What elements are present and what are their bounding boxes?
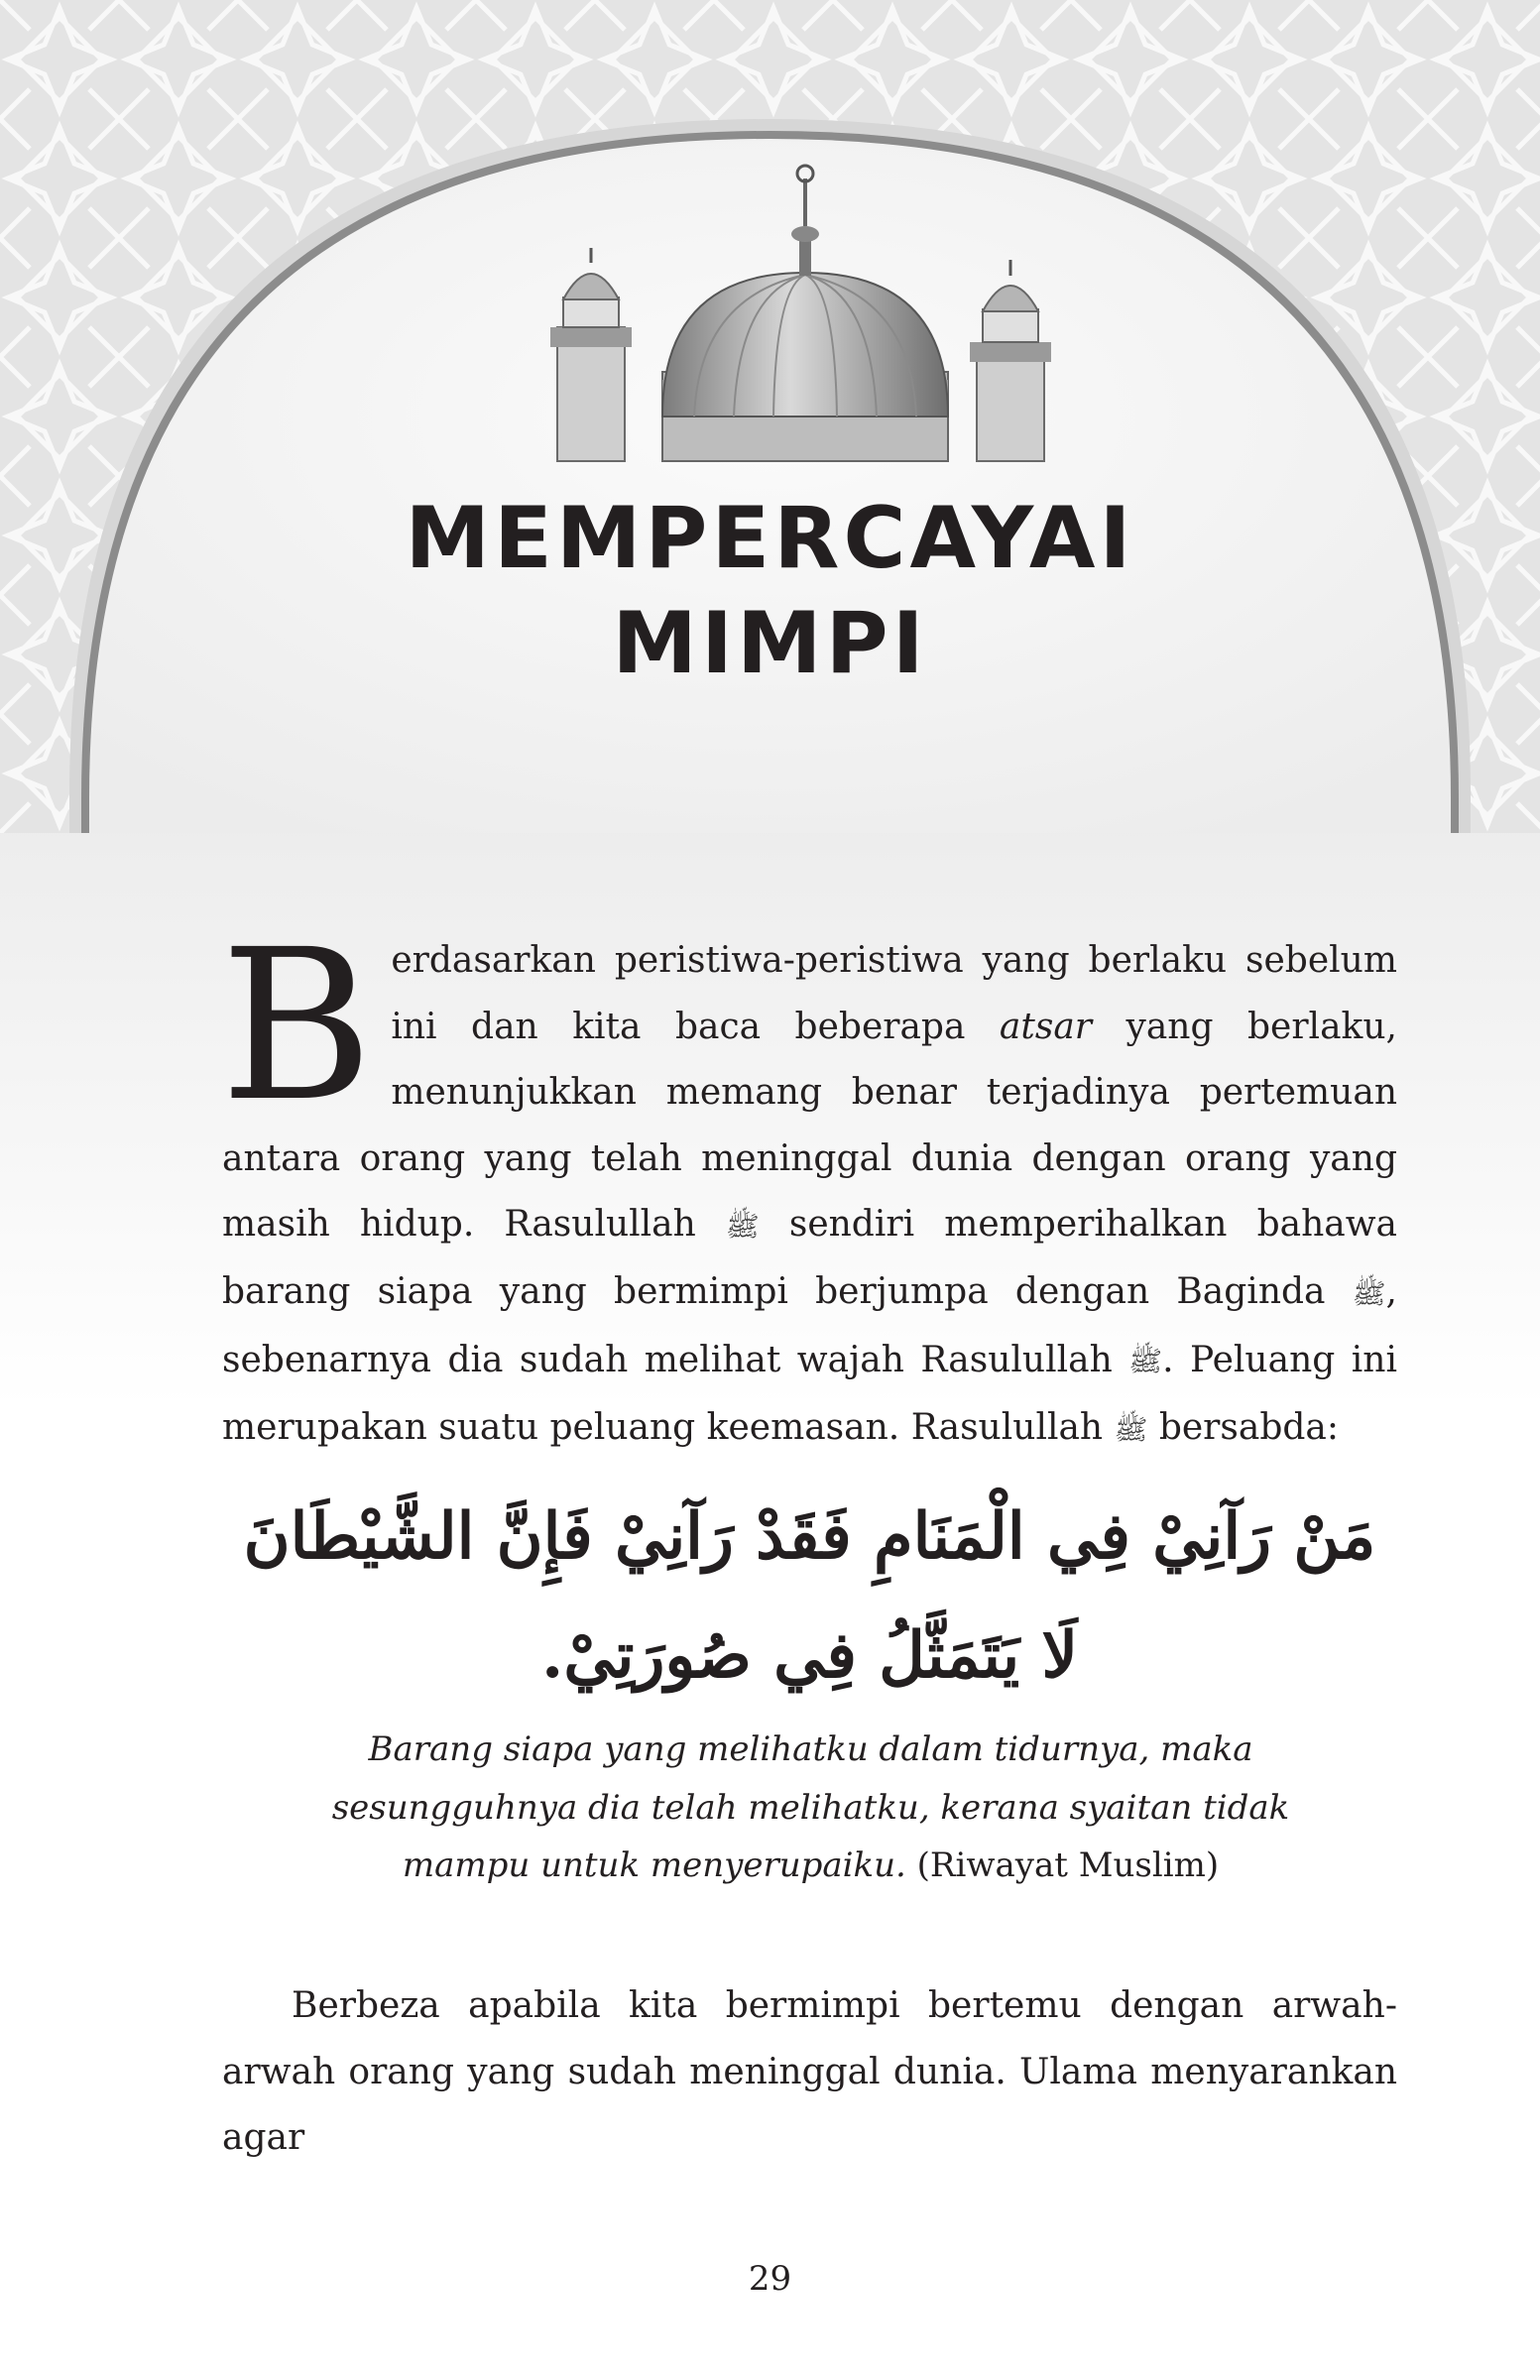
drop-cap: B xyxy=(220,904,374,1147)
header-illustration xyxy=(0,0,1540,833)
paragraph-text: . Peluang ini merupakan suatu peluang keemasan. Rasulullah xyxy=(222,1339,1397,1448)
salawat-icon: ﷺ xyxy=(725,1209,760,1243)
salawat-icon: ﷺ xyxy=(1114,1412,1148,1446)
italic-term: atsar xyxy=(999,1006,1092,1047)
paragraph-text: , sebenarnya dia sudah melihat wajah Rasulullah xyxy=(222,1271,1397,1380)
translation-text: Barang siapa yang melihatku dalam tidurnya, maka sesungguhnya dia telah melihatku, kerana syaitan tidak mampu untuk menyerupaiku. xyxy=(331,1729,1290,1885)
salawat-icon: ﷺ xyxy=(1352,1277,1386,1310)
salawat-icon: ﷺ xyxy=(1128,1345,1163,1378)
paragraph-text: erdasarkan peristiwa-peristiwa yang berlaku sebelum ini dan kita baca beberapa xyxy=(391,940,1397,1047)
body-paragraph-2: Berbeza apabila kita bermimpi bertemu dengan arwah-arwah orang yang sudah meninggal dunia. Ulama menyarankan agar xyxy=(222,1985,1397,2158)
hadith-arabic-line1: مَنْ رَآنِيْ فِي الْمَنَامِ فَقَدْ رَآنِيْ فَإِنَّ الشَّيْطَانَ xyxy=(243,1499,1376,1574)
paragraph-text: yang berlaku, menunjukkan memang benar terjadinya pertemuan antara orang yang telah meninggal dunia dengan orang yang masih hidup. Rasulullah xyxy=(222,1006,1397,1245)
hadith-arabic-line2: لَا يَتَمَثَّلُ فِي صُورَتِيْ. xyxy=(541,1618,1078,1693)
page-number: 29 xyxy=(748,2259,792,2299)
hadith-translation xyxy=(297,1721,1324,1895)
hadith-source: (Riwayat Muslim) xyxy=(905,1845,1220,1885)
chapter-title-line2: MIMPI xyxy=(612,594,928,693)
body-paragraph-1 xyxy=(220,904,1397,1463)
chapter-title-line1: MEMPERCAYAI xyxy=(405,489,1135,588)
paragraph-text: bersabda: xyxy=(1147,1406,1340,1448)
chapter-title xyxy=(0,486,1540,696)
paragraph-text: sendiri memperihalkan bahawa barang siapa yang bermimpi berjumpa dengan Baginda xyxy=(222,1204,1397,1313)
